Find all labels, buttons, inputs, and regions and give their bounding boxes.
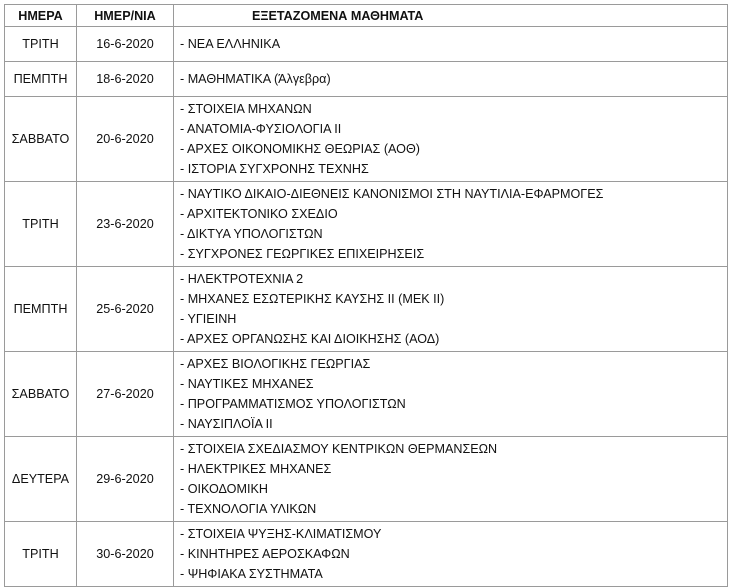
subject-item: - ΑΡΧΕΣ ΟΡΓΑΝΩΣΗΣ ΚΑΙ ΔΙΟΙΚΗΣΗΣ (ΑΟΔ): [180, 332, 440, 346]
subject-item: - ΑΡΧΙΤΕΚΤΟΝΙΚΟ ΣΧΕΔΙΟ: [180, 207, 338, 221]
date-cell: 23-6-2020: [77, 182, 174, 267]
subjects-cell: [174, 62, 728, 97]
day-cell: ΠΕΜΠΤΗ: [5, 267, 77, 352]
header-subjects: ΕΞΕΤΑΖΟΜΕΝΑ ΜΑΘΗΜΑΤΑ: [174, 5, 728, 27]
date-cell: 29-6-2020: [77, 437, 174, 522]
header-date: ΗΜΕΡ/ΝΙΑ: [77, 5, 174, 27]
subject-item: - ΗΛΕΚΤΡΙΚΕΣ ΜΗΧΑΝΕΣ: [180, 462, 332, 476]
day-cell: ΔΕΥΤΕΡΑ: [5, 437, 77, 522]
table-row: [5, 62, 728, 97]
exam-schedule-table: [4, 4, 728, 587]
subject-item: - ΜΗΧΑΝΕΣ ΕΣΩΤΕΡΙΚΗΣ ΚΑΥΣΗΣ ΙΙ (ΜΕΚ ΙΙ): [180, 292, 445, 306]
subject-item: - ΣΤΟΙΧΕΙΑ ΣΧΕΔΙΑΣΜΟΥ ΚΕΝΤΡΙΚΩΝ ΘΕΡΜΑΝΣΕΩΝ: [180, 442, 498, 456]
subject-item: - ΝΑΥΤΙΚΟ ΔΙΚΑΙΟ-ΔΙΕΘΝΕΙΣ ΚΑΝΟΝΙΣΜΟΙ ΣΤΗ ΝΑΥΤΙΛΙΑ-ΕΦΑΡΜΟΓΕΣ: [180, 187, 604, 201]
subject-item: - ΙΣΤΟΡΙΑ ΣΥΓΧΡΟΝΗΣ ΤΕΧΝΗΣ: [180, 162, 369, 176]
table-row: [5, 27, 728, 62]
table-row: [5, 182, 728, 267]
subject-item: - ΜΑΘΗΜΑΤΙΚΑ (Άλγεβρα): [180, 72, 331, 86]
subjects-cell: [174, 522, 728, 587]
subjects-cell: [174, 352, 728, 437]
subject-item: - ΑΡΧΕΣ ΟΙΚΟΝΟΜΙΚΗΣ ΘΕΩΡΙΑΣ (ΑΟΘ): [180, 142, 420, 156]
table-row: [5, 352, 728, 437]
table-row: [5, 522, 728, 587]
subjects-cell: [174, 182, 728, 267]
subject-item: - ΣΤΟΙΧΕΙΑ ΜΗΧΑΝΩΝ: [180, 102, 312, 116]
subject-item: - ΔΙΚΤΥΑ ΥΠΟΛΟΓΙΣΤΩΝ: [180, 227, 323, 241]
header-row: [5, 5, 728, 27]
date-cell: 30-6-2020: [77, 522, 174, 587]
date-cell: 18-6-2020: [77, 62, 174, 97]
date-cell: 16-6-2020: [77, 27, 174, 62]
date-cell: 27-6-2020: [77, 352, 174, 437]
subject-item: - ΣΥΓΧΡΟΝΕΣ ΓΕΩΡΓΙΚΕΣ ΕΠΙΧΕΙΡΗΣΕΙΣ: [180, 247, 425, 261]
subjects-cell: [174, 27, 728, 62]
day-cell: ΤΡΙΤΗ: [5, 522, 77, 587]
subject-item: - ΟΙΚΟΔΟΜΙΚΗ: [180, 482, 268, 496]
subjects-cell: [174, 437, 728, 522]
subjects-cell: [174, 267, 728, 352]
subject-item: - ΨΗΦΙΑΚΑ ΣΥΣΤΗΜΑΤΑ: [180, 567, 323, 581]
subject-item: - ΝΑΥΤΙΚΕΣ ΜΗΧΑΝΕΣ: [180, 377, 314, 391]
day-cell: ΣΑΒΒΑΤΟ: [5, 352, 77, 437]
date-cell: 20-6-2020: [77, 97, 174, 182]
date-cell: 25-6-2020: [77, 267, 174, 352]
subject-item: - ΚΙΝΗΤΗΡΕΣ ΑΕΡΟΣΚΑΦΩΝ: [180, 547, 350, 561]
subject-item: - ΝΕΑ ΕΛΛΗΝΙΚΑ: [180, 37, 281, 51]
day-cell: ΣΑΒΒΑΤΟ: [5, 97, 77, 182]
subject-item: - ΠΡΟΓΡΑΜΜΑΤΙΣΜΟΣ ΥΠΟΛΟΓΙΣΤΩΝ: [180, 397, 406, 411]
subject-item: - ΑΡΧΕΣ ΒΙΟΛΟΓΙΚΗΣ ΓΕΩΡΓΙΑΣ: [180, 357, 371, 371]
subject-item: - ΝΑΥΣΙΠΛΟΪΑ ΙΙ: [180, 417, 273, 431]
subject-item: - ΣΤΟΙΧΕΙΑ ΨΥΞΗΣ-ΚΛΙΜΑΤΙΣΜΟΥ: [180, 527, 382, 541]
table-row: [5, 437, 728, 522]
header-day: ΗΜΕΡΑ: [5, 5, 77, 27]
subject-item: - ΤΕΧΝΟΛΟΓΙΑ ΥΛΙΚΩΝ: [180, 502, 317, 516]
day-cell: ΤΡΙΤΗ: [5, 182, 77, 267]
table-row: [5, 267, 728, 352]
day-cell: ΤΡΙΤΗ: [5, 27, 77, 62]
subject-item: - ΑΝΑΤΟΜΙΑ-ΦΥΣΙΟΛΟΓΙΑ ΙΙ: [180, 122, 342, 136]
subject-item: - ΥΓΙΕΙΝΗ: [180, 312, 237, 326]
subject-item: - ΗΛΕΚΤΡΟΤΕΧΝΙΑ 2: [180, 272, 304, 286]
table-row: [5, 97, 728, 182]
day-cell: ΠΕΜΠΤΗ: [5, 62, 77, 97]
subjects-cell: [174, 97, 728, 182]
